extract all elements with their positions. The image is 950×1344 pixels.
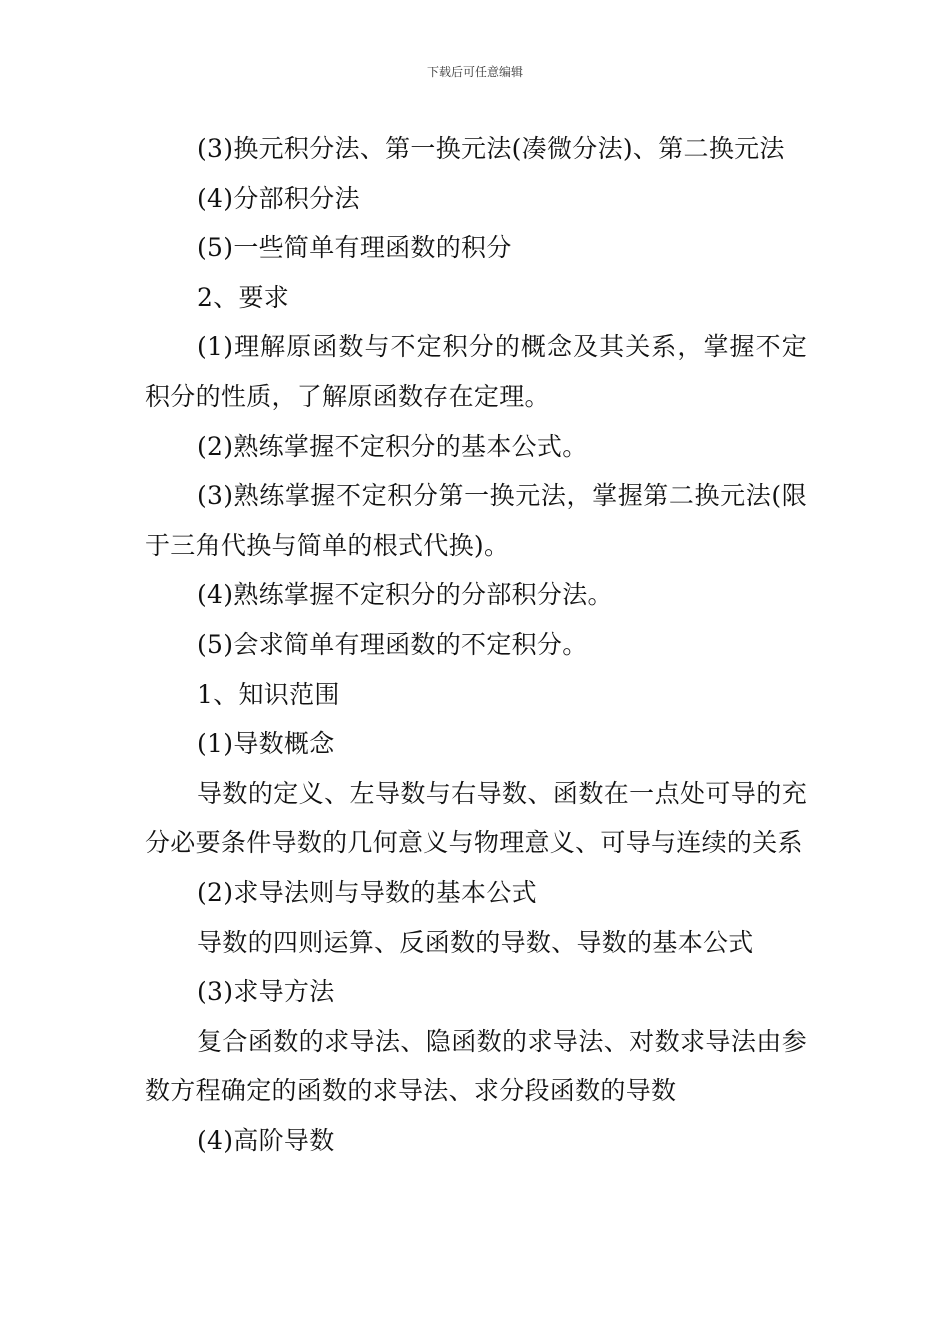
paragraph-derivative-concept: 导数的定义、左导数与右导数、函数在一点处可导的充分必要条件导数的几何意义与物理意义、可导与连续的关系	[145, 778, 807, 858]
paragraph-requirement-3: (3)熟练掌握不定积分第一换元法，掌握第二换元法(限于三角代换与简单的根式代换)。	[145, 481, 807, 560]
paragraph-integration-by-parts: (4)分部积分法	[197, 183, 360, 213]
paragraph-method-substitution: (3)换元积分法、第一换元法(凑微分法)、第二换元法	[197, 134, 785, 163]
subheading-higher-order-derivatives: (4)高阶导数	[197, 1125, 335, 1155]
section-heading-requirements: 2、要求	[197, 282, 290, 312]
page-header: 下载后可任意编辑	[426, 65, 523, 79]
paragraph-derivative-methods: 复合函数的求导法、隐函数的求导法、对数求导法由参数方程确定的函数的求导法、求分段函数的导数	[145, 1026, 807, 1106]
paragraph-requirement-1: (1)理解原函数与不定积分的概念及其关系，掌握不定积分的性质，了解原函数存在定理。	[145, 332, 807, 411]
paragraph-requirement-2: (2)熟练掌握不定积分的基本公式。	[197, 431, 588, 461]
document-body	[145, 124, 807, 1165]
subheading-derivative-rules: (2)求导法则与导数的基本公式	[197, 877, 537, 907]
section-heading-knowledge-scope: 1、知识范围	[197, 679, 340, 709]
paragraph-rational-functions: (5)一些简单有理函数的积分	[197, 233, 512, 263]
subheading-derivative-methods: (3)求导方法	[197, 977, 335, 1007]
paragraph-requirement-5: (5)会求简单有理函数的不定积分。	[197, 629, 588, 659]
paragraph-requirement-4: (4)熟练掌握不定积分的分部积分法。	[197, 580, 613, 610]
subheading-derivative-concept: (1)导数概念	[197, 729, 335, 759]
paragraph-derivative-rules: 导数的四则运算、反函数的导数、导数的基本公式	[197, 927, 754, 957]
